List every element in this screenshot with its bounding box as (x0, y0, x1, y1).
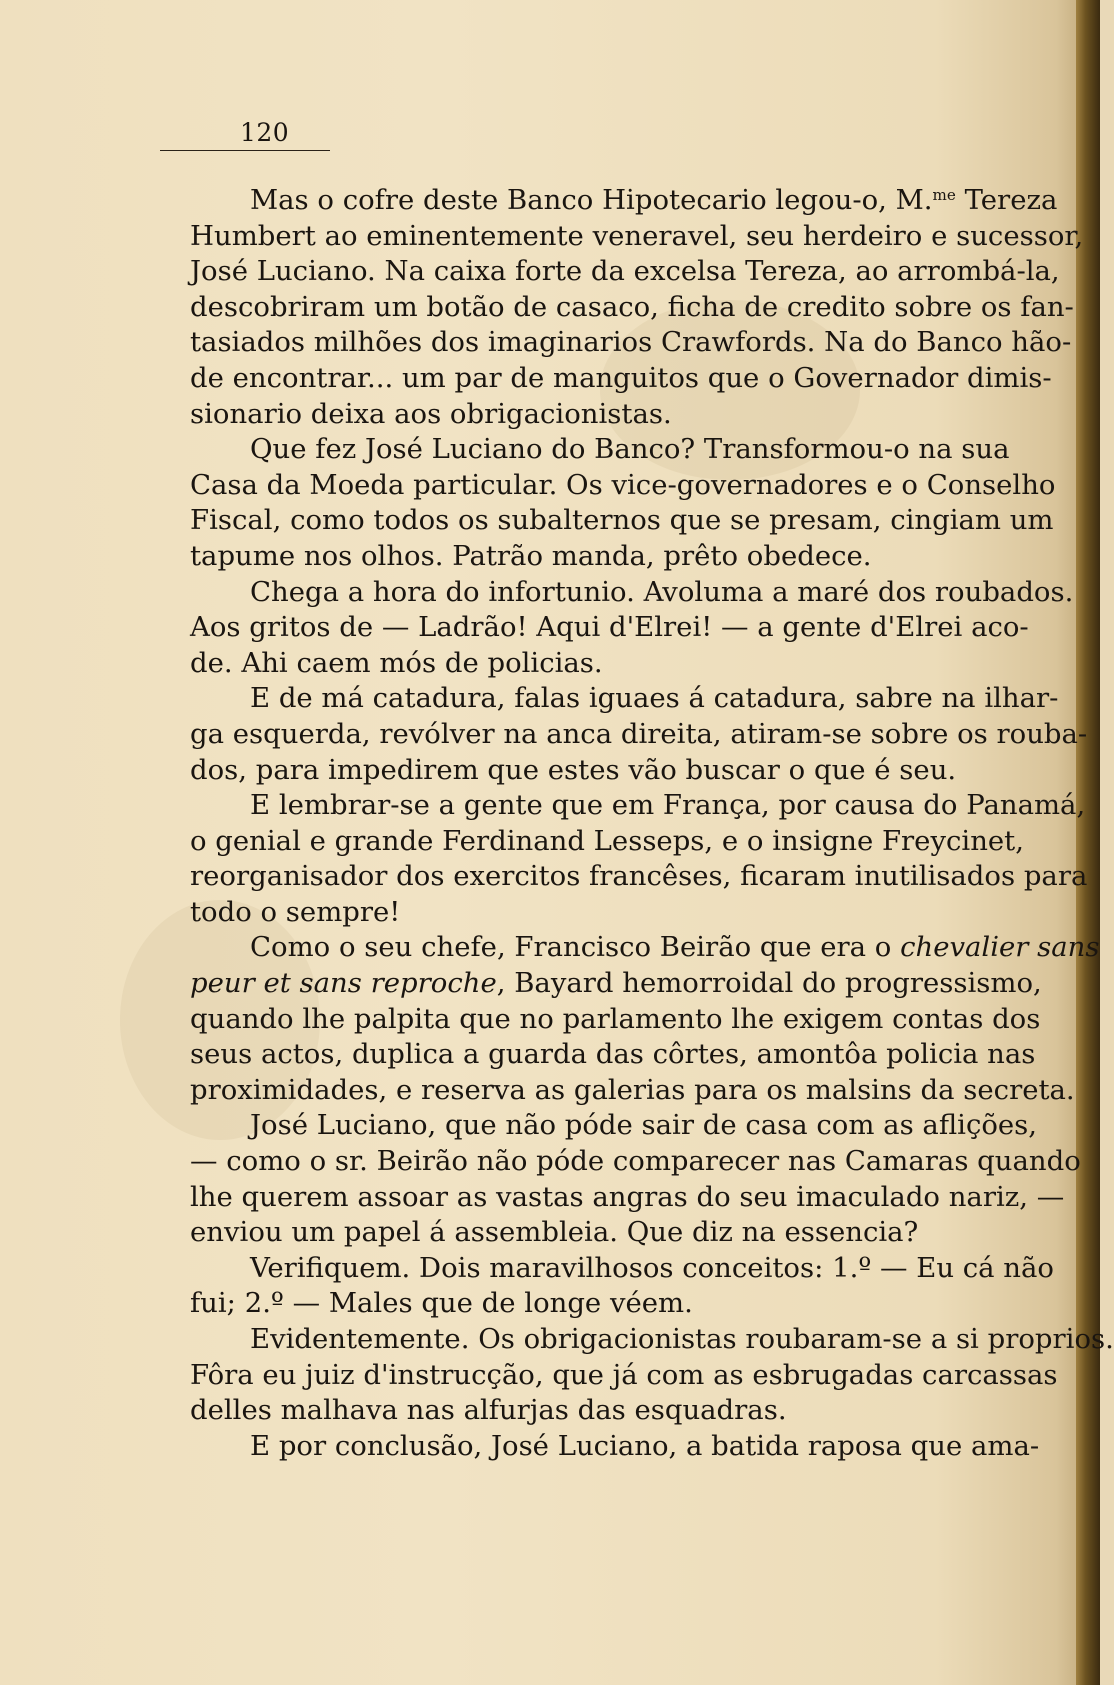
text-line: delles malhava nas alfurjas das esquadras. (190, 1394, 787, 1427)
page-number: 120 (240, 118, 290, 147)
text-line: o genial e grande Ferdinand Lesseps, e o insigne Freycinet, (190, 824, 1024, 857)
text-line: — como o sr. Beirão não póde comparecer nas Camaras quando (190, 1145, 1081, 1178)
text-line: tapume nos olhos. Patrão manda, prêto obedece. (190, 539, 872, 572)
text-line: Como o seu chefe, Francisco Beirão que era o chevalier sans (250, 931, 1100, 964)
text-line: tasiados milhões dos imaginarios Crawfords. Na do Banco hão- (190, 326, 1072, 359)
page-binding-edge (1076, 0, 1100, 1685)
text-line: fui; 2.º — Males que de longe véem. (190, 1287, 693, 1320)
text-line: Verifiquem. Dois maravilhosos conceitos: 1.º — Eu cá não (250, 1251, 1054, 1284)
text-line: Casa da Moeda particular. Os vice-governadores e o Conselho (190, 468, 1056, 501)
text-line: proximidades, e reserva as galerias para os malsins da secreta. (190, 1073, 1075, 1106)
text-line: Que fez José Luciano do Banco? Transformou-o na sua (250, 433, 1010, 466)
text-line: Fiscal, como todos os subalternos que se presam, cingiam um (190, 504, 1054, 537)
text-line: todo o sempre! (190, 895, 401, 928)
text-line: E de má catadura, falas iguaes á catadura, sabre na ilhar- (250, 682, 1059, 715)
text-line: peur et sans reproche, Bayard hemorroidal do progressismo, (190, 967, 1042, 1000)
text-line: sionario deixa aos obrigacionistas. (190, 397, 672, 430)
header-rule (160, 150, 330, 151)
text-line: enviou um papel á assembleia. Que diz na essencia? (190, 1216, 919, 1249)
text-line: José Luciano. Na caixa forte da excelsa Tereza, ao arrombá-la, (190, 255, 1060, 288)
text-line: E por conclusão, José Luciano, a batida raposa que ama- (250, 1429, 1040, 1462)
text-line: José Luciano, que não póde sair de casa com as aflições, (250, 1109, 1038, 1142)
text-line: quando lhe palpita que no parlamento lhe exigem contas dos (190, 1002, 1041, 1035)
body-text (190, 183, 1114, 1464)
text-line: reorganisador dos exercitos francêses, ficaram inutilisados para (190, 860, 1088, 893)
text-line: descobriram um botão de casaco, ficha de credito sobre os fan- (190, 290, 1074, 323)
text-line: E lembrar-se a gente que em França, por causa do Panamá, (250, 789, 1086, 822)
text-line: lhe querem assoar as vastas angras do seu imaculado nariz, — (190, 1180, 1065, 1213)
text-line: seus actos, duplica a guarda das côrtes, amontôa policia nas (190, 1038, 1036, 1071)
text-line: Evidentemente. Os obrigacionistas roubaram-se a si proprios. (250, 1323, 1114, 1355)
text-line: Aos gritos de — Ladrão! Aqui d'Elrei! — a gente d'Elrei aco- (190, 611, 1029, 644)
text-line: Humbert ao eminentemente veneravel, seu herdeiro e sucessor, (190, 219, 1084, 252)
text-line: Chega a hora do infortunio. Avoluma a maré dos roubados. (250, 575, 1074, 608)
text-line: Fôra eu juiz d'instrucção, que já com as esbrugadas carcassas (190, 1358, 1058, 1391)
text-line: ga esquerda, revólver na anca direita, atiram-se sobre os rouba- (190, 717, 1088, 750)
text-line: dos, para impedirem que estes vão buscar o que é seu. (190, 753, 957, 786)
text-line: de. Ahi caem mós de policias. (190, 646, 603, 679)
text-line: de encontrar... um par de manguitos que o Governador dimis- (190, 361, 1052, 394)
text-line: Mas o cofre deste Banco Hipotecario legou-o, M.$^{me}$ Tereza (250, 184, 1058, 216)
